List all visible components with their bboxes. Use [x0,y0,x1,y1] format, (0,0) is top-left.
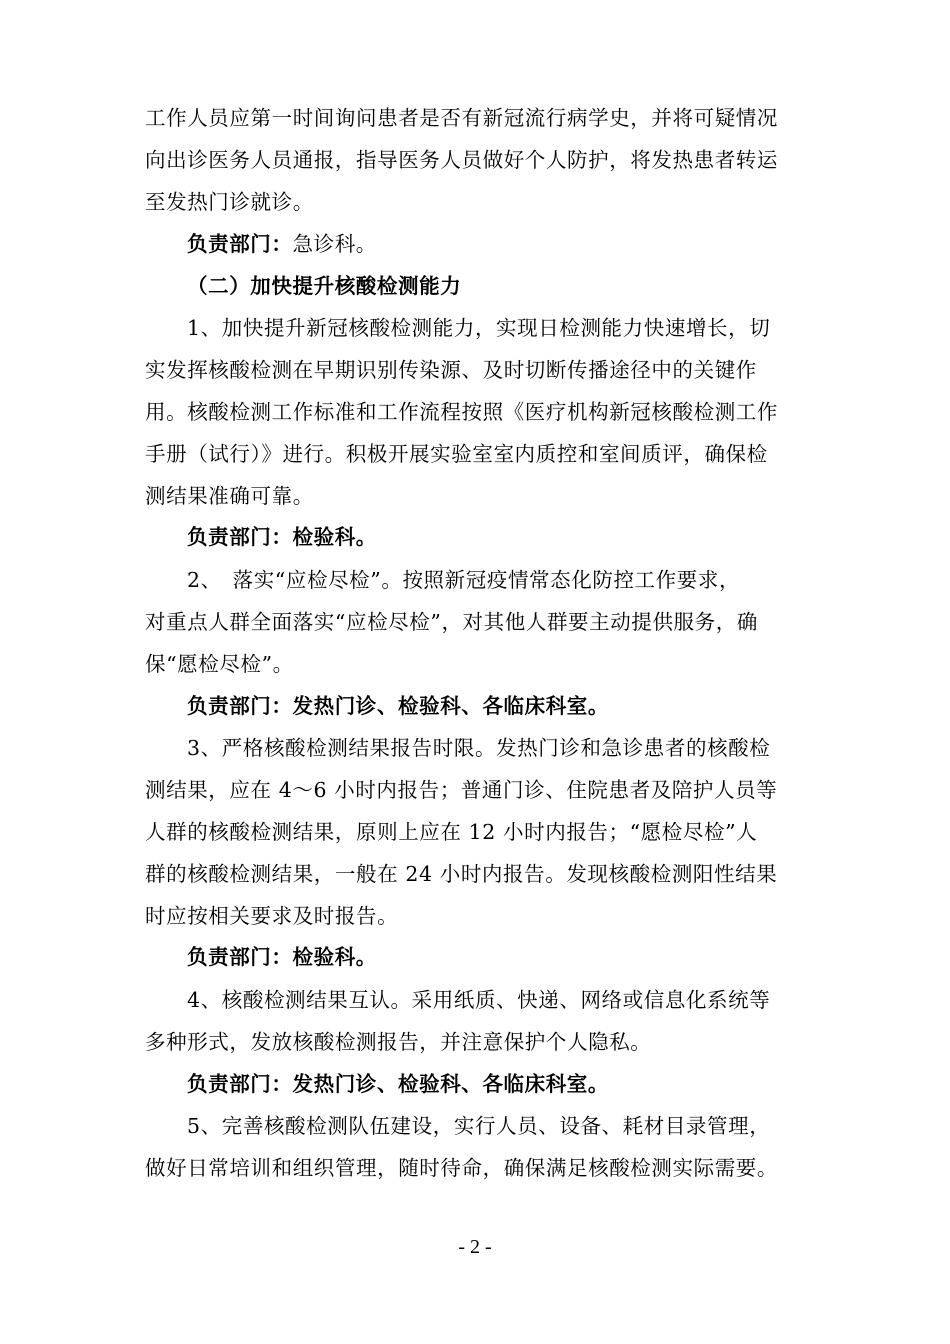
text-line [187,734,867,762]
text-line [145,776,825,804]
line-text: 时应按相关要求及时报告。 [145,904,399,928]
page-number: - 2 - [458,1236,492,1258]
text-line [145,1028,825,1056]
text-line [145,356,825,384]
line-text: 群的核酸检测结果，一般在 24 小时内报告。发现核酸检测阳性结果 [145,862,778,886]
line-text: 保“愿检尽检”。 [145,652,294,676]
text-line [187,986,867,1014]
text-line [145,650,825,678]
text-line [145,860,825,888]
line-text: 实发挥核酸检测在早期识别传染源、及时切断传播途径中的关键作 [145,358,757,382]
line-text: 至发热门诊就诊。 [145,190,314,214]
responsible-dept-label: 负责部门： [187,232,293,256]
text-line [187,692,867,720]
text-line [187,314,867,342]
line-text: 负责部门：检验科。 [187,945,377,969]
line-text: 对重点人群全面落实“应检尽检”，对其他人群要主动提供服务，确 [145,610,758,634]
line-text: 5、完善核酸检测队伍建设，实行人员、设备、耗材目录管理， [187,1114,771,1138]
line-text: 负责部门：发热门诊、检验科、各临床科室。 [187,1072,609,1096]
line-text: 人群的核酸检测结果，原则上应在 12 小时内报告；“愿检尽检”人 [145,820,758,844]
line-text: 2、 落实“应检尽检”。按照新冠疫情常态化防控工作要求， [187,568,741,592]
line-text: 多种形式，发放核酸检测报告，并注意保护个人隐私。 [145,1030,652,1054]
text-line [145,104,825,132]
text-line [187,566,867,594]
line-text: 3、严格核酸检测结果报告时限。发热门诊和急诊患者的核酸检 [187,736,771,760]
line-text: 向出诊医务人员通报，指导医务人员做好个人防护，将发热患者转运 [145,148,778,172]
line-text: 工作人员应第一时间询问患者是否有新冠流行病学史，并将可疑情况 [145,106,778,130]
line-text: 负责部门：发热门诊、检验科、各临床科室。 [187,694,609,718]
text-line [145,146,825,174]
text-line [187,1070,867,1098]
text-line [145,1154,825,1182]
line-text: 负责部门：检验科。 [187,525,377,549]
line-text: （二）加快提升核酸检测能力 [187,274,462,298]
line-text: 做好日常培训和组织管理，随时待命，确保满足核酸检测实际需要。 [145,1156,778,1180]
line-text: 用。核酸检测工作标准和工作流程按照《医疗机构新冠核酸检测工作 [145,400,778,424]
line-text: 急诊科。 [292,232,377,256]
text-line [187,272,867,300]
text-line [187,1112,867,1140]
line-text: 手册（试行）》进行。积极开展实验室室内质控和室间质评，确保检 [145,442,768,466]
text-line [187,230,867,258]
text-line [187,943,867,971]
line-text: 测结果，应在 4～6 小时内报告；普通门诊、住院患者及陪护人员等 [145,778,778,802]
line-text: 1、加快提升新冠核酸检测能力，实现日检测能力快速增长，切 [187,316,771,340]
line-text: 测结果准确可靠。 [145,484,314,508]
text-line [145,818,825,846]
text-line [145,608,825,636]
text-line [145,440,825,468]
text-line [145,482,825,510]
text-line [187,523,867,551]
text-line [145,188,825,216]
line-text: 4、核酸检测结果互认。采用纸质、快递、网络或信息化系统等 [187,988,771,1012]
text-line [145,398,825,426]
text-line [145,902,825,930]
